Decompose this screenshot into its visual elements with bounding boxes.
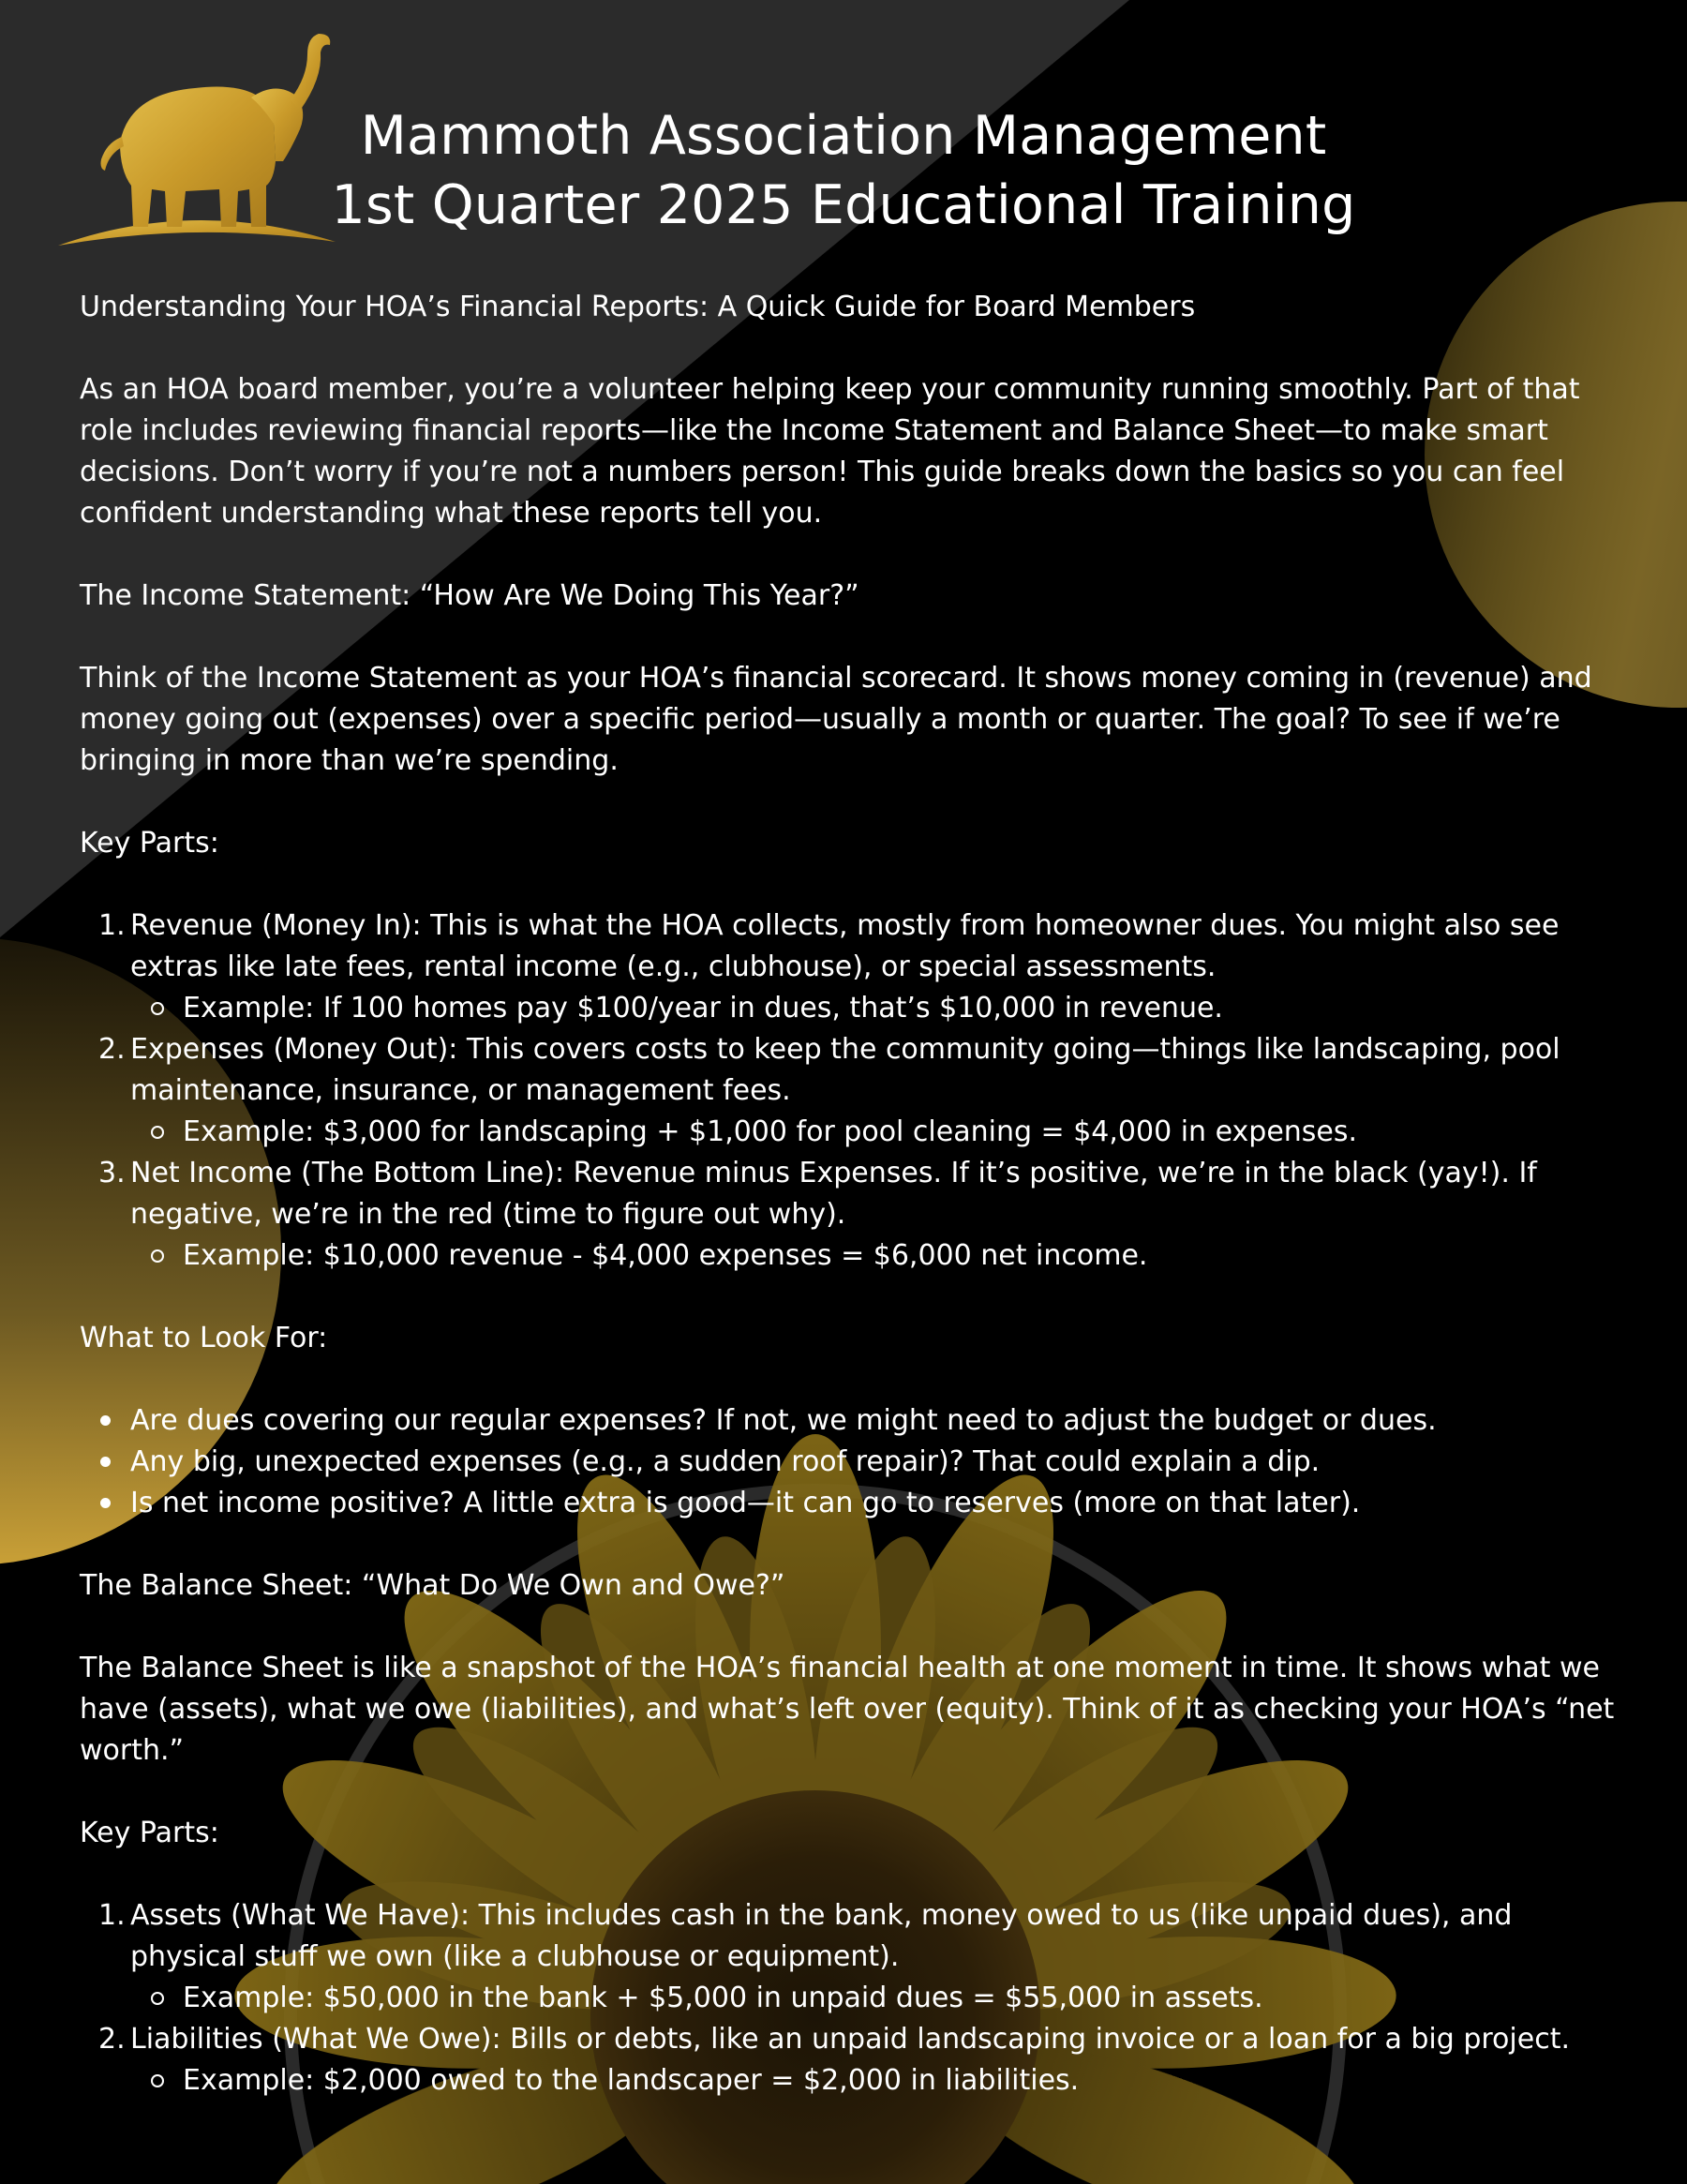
- look-for-heading: What to Look For:: [80, 1322, 328, 1354]
- list-number: 1.: [98, 1899, 126, 1932]
- example-text: Example: $10,000 revenue - $4,000 expenses = $6,000 net income.: [183, 1239, 1148, 1272]
- list-item: [80, 1029, 1617, 1153]
- title-line-2: 1st Quarter 2025 Educational Training: [331, 174, 1356, 236]
- bullet-text: Is net income positive? A little extra is good—it can go to reserves (more on that later).: [130, 1487, 1361, 1519]
- example-text: Example: $3,000 for landscaping + $1,000 for pool cleaning = $4,000 in expenses.: [183, 1115, 1358, 1148]
- guide-title: Understanding Your HOA’s Financial Reports: A Quick Guide for Board Members: [80, 291, 1196, 323]
- list-item-text: Expenses (Money Out): This covers costs to keep the community going—things like landscaping, pool maintenance, insurance, or management fees.: [130, 1033, 1560, 1107]
- example-list: [130, 988, 1617, 1029]
- title-line-1: Mammoth Association Management: [360, 105, 1327, 167]
- list-item: [80, 905, 1617, 1029]
- circle-bullet-icon: [151, 1002, 164, 1015]
- bullet-item: [80, 1442, 1617, 1483]
- income-description: Think of the Income Statement as your HOA’s financial scorecard. It shows money coming in (revenue) and money going out (expenses) over a specific period—usually a month or quarter. The goal? To see if we’re bringing in more than we’re spending.: [80, 662, 1592, 777]
- intro-paragraph: As an HOA board member, you’re a volunteer helping keep your community running smoothly. Part of that role includes reviewing financial reports—like the Income Statement and Balance Sheet—to make smart decisions. Don’t worry if you’re not a numbers person! This guide breaks down the basics so you can feel confident understanding what these reports tell you.: [80, 373, 1580, 530]
- income-parts-list: [80, 905, 1617, 1277]
- balance-parts-list: [80, 1895, 1617, 2102]
- example-list: [130, 1235, 1617, 1277]
- list-item-text: Net Income (The Bottom Line): Revenue minus Expenses. If it’s positive, we’re in the black (yay!). If negative, we’re in the red (time to figure out why).: [130, 1157, 1537, 1231]
- bullet-icon: [100, 1457, 111, 1467]
- guide-body: [80, 287, 1617, 2143]
- list-item: [80, 1153, 1617, 1277]
- bullet-icon: [100, 1415, 111, 1426]
- balance-heading: The Balance Sheet: “What Do We Own and Owe?”: [80, 1569, 785, 1602]
- example-item: [183, 1112, 1617, 1153]
- example-text: Example: $2,000 owed to the landscaper = $2,000 in liabilities.: [183, 2064, 1080, 2097]
- balance-description: The Balance Sheet is like a snapshot of the HOA’s financial health at one moment in time. It shows what we have (assets), what we owe (liabilities), and what’s left over (equity). Think of it as checking your HOA’s “net worth.”: [80, 1652, 1615, 1767]
- example-item: [183, 1978, 1617, 2019]
- list-number: 2.: [98, 1033, 126, 1066]
- list-number: 2.: [98, 2023, 126, 2056]
- example-list: [130, 2060, 1617, 2102]
- list-item-text: Liabilities (What We Owe): Bills or debts, like an unpaid landscaping invoice or a loan for a big project.: [130, 2023, 1570, 2056]
- circle-bullet-icon: [151, 1992, 164, 2005]
- bullet-text: Are dues covering our regular expenses? If not, we might need to adjust the budget or dues.: [130, 1404, 1437, 1437]
- circle-bullet-icon: [151, 1126, 164, 1139]
- example-text: Example: $50,000 in the bank + $5,000 in unpaid dues = $55,000 in assets.: [183, 1982, 1263, 2014]
- list-item: [80, 1895, 1617, 2019]
- list-item-text: Revenue (Money In): This is what the HOA collects, mostly from homeowner dues. You might also see extras like late fees, rental income (e.g., clubhouse), or special assessments.: [130, 909, 1560, 983]
- key-parts-label: Key Parts:: [80, 1817, 219, 1849]
- example-item: [183, 1235, 1617, 1277]
- page-title: [281, 101, 1406, 240]
- bullet-item: [80, 1483, 1617, 1524]
- circle-bullet-icon: [151, 1249, 164, 1263]
- example-list: [130, 1112, 1617, 1153]
- bullet-text: Any big, unexpected expenses (e.g., a sudden roof repair)? That could explain a dip.: [130, 1445, 1321, 1478]
- list-item-text: Assets (What We Have): This includes cash in the bank, money owed to us (like unpaid dues), and physical stuff we own (like a clubhouse or equipment).: [130, 1899, 1513, 1973]
- list-item: [80, 2019, 1617, 2102]
- list-number: 1.: [98, 909, 126, 942]
- example-item: [183, 2060, 1617, 2102]
- bullet-icon: [100, 1498, 111, 1508]
- circle-bullet-icon: [151, 2074, 164, 2087]
- example-text: Example: If 100 homes pay $100/year in dues, that’s $10,000 in revenue.: [183, 992, 1223, 1025]
- example-list: [130, 1978, 1617, 2019]
- look-for-list: [80, 1400, 1617, 1524]
- bullet-item: [80, 1400, 1617, 1442]
- key-parts-label: Key Parts:: [80, 827, 219, 860]
- list-number: 3.: [98, 1157, 126, 1189]
- example-item: [183, 988, 1617, 1029]
- income-heading: The Income Statement: “How Are We Doing This Year?”: [80, 579, 859, 612]
